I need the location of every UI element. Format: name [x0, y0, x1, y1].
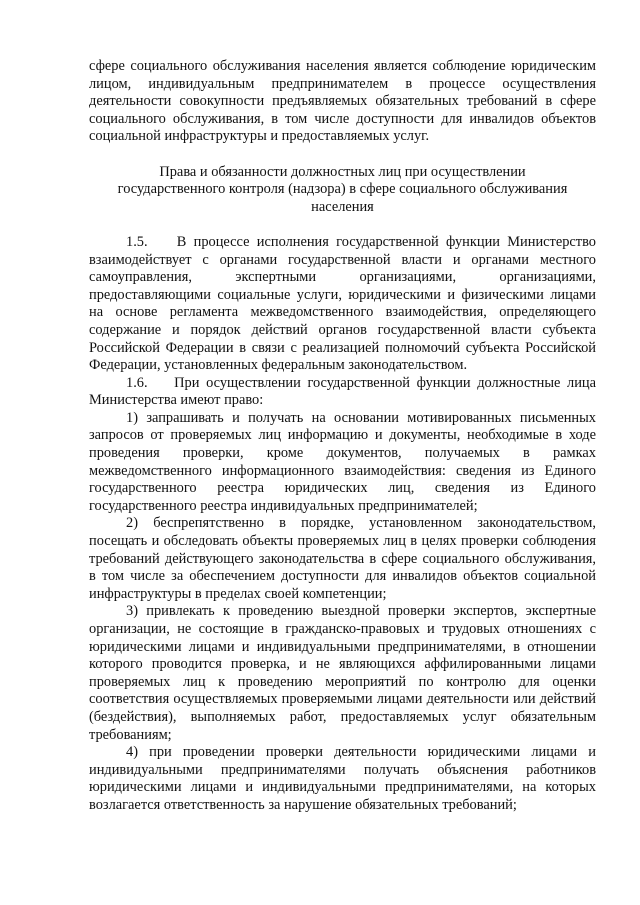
list-item-3: 3) привлекать к проведению выездной проверки экспертов, экспертные организации, не состоящие в гражданско-правовых и трудовых отношениях с юридическими лицами и индивидуальными предпринимателями, в отношении которого проводится проверка, и не являющихся аффилированными лицами проверяемых лиц к проведению мероприятий по контролю для оценки соответствия осуществляемых проверяемыми лицами деятельности или действий (бездействия), выполняемых работ, предоставляемых услуг обязательным требованиям; [89, 603, 596, 743]
paragraph-1-6: 1.6. При осуществлении государственной функции должностные лица Министерства имеют право: [89, 374, 596, 409]
list-item-4: 4) при проведении проверки деятельности юридическими лицами и индивидуальными предпринимателями получать объяснения работников юридическими лицами и индивидуальными предпринимателями, на которых возлагается ответственность за нарушение обязательных требований; [89, 744, 596, 813]
document-page [89, 58, 596, 815]
intro-paragraph: сфере социального обслуживания населения является соблюдение юридическим лицом, индивидуальным предпринимателем в процессе осуществления деятельности совокупности предъявляемых обязательных требований в сфере социального обслуживания, в том числе доступности для инвалидов объектов социальной инфраструктуры и предоставляемых услуг. [89, 58, 596, 145]
paragraph-1-5: 1.5. В процессе исполнения государственной функции Министерство взаимодействует с органами государственной власти и органами местного самоуправления, экспертными организациями, организациями, предоставляющими социальные услуги, юридическими и физическими лицами на основе регламента межведомственного взаимодействия, определяющего содержание и порядок действий органов государственной власти субъекта Российской Федерации в связи с реализацией полномочий субъекта Российской Федерации, установленных федеральным законодательством. [89, 233, 596, 374]
section-heading: Права и обязанности должностных лиц при осуществлении государственного контроля (надзора) в сфере социального обслуживания населения [117, 163, 568, 215]
list-item-2: 2) беспрепятственно в порядке, установленном законодательством, посещать и обследовать объекты проверяемых лиц в целях проверки соблюдения требований действующего законодательства в сфере социального обслуживания, в том числе за обеспечением доступности для инвалидов объектов социальной инфраструктуры в пределах своей компетенции; [89, 515, 596, 602]
list-item-1: 1) запрашивать и получать на основании мотивированных письменных запросов от проверяемых лиц информацию и документы, необходимые в ходе проведения проверки, кроме документов, получаемых в рамках межведомственного информационного взаимодействия: сведения из Единого государственного реестра юридических лиц, сведения из Единого государственного реестра индивидуальных предпринимателей; [89, 409, 596, 514]
